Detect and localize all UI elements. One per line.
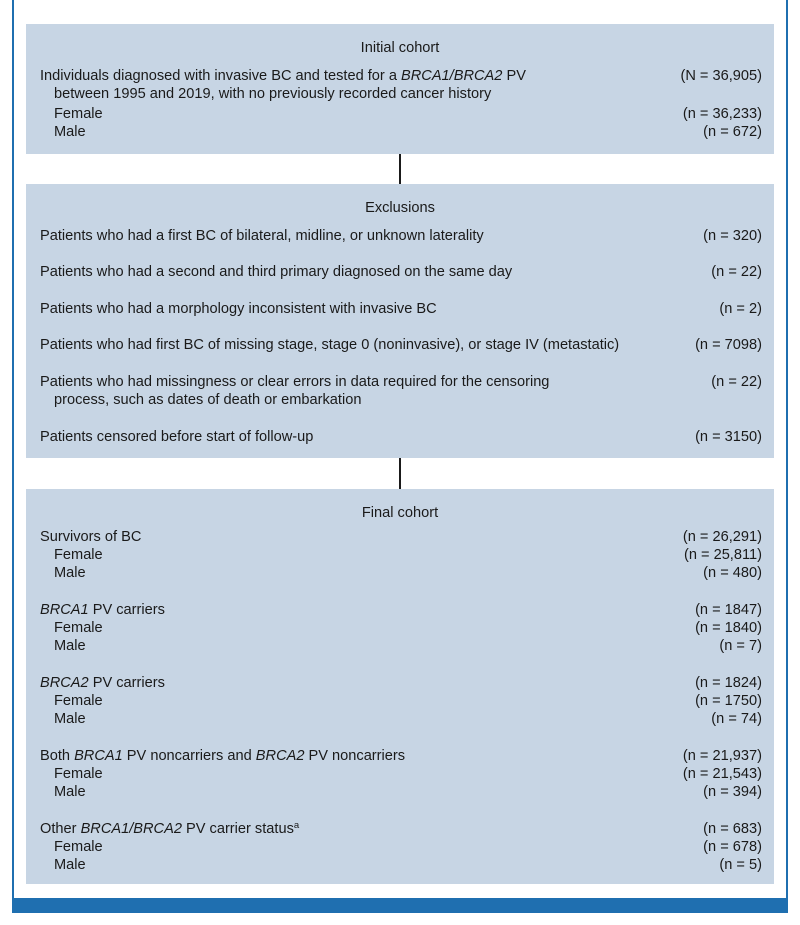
gene-name: BRCA2 [40,675,89,691]
final-female-row [40,546,762,564]
exclusion-label: Patients who had a first BC of bilateral, midline, or unknown laterality [40,228,484,244]
final-female-n: (n = 21,543) [682,766,762,782]
footnote-marker: a [293,820,300,831]
initial-line1-end: PV [506,68,526,84]
final-male-row [40,637,762,655]
exclusion-label: Patients who had a morphology inconsistent with invasive BC [40,301,437,317]
final-group-label [40,820,299,838]
connector-line [399,458,401,489]
final-group-label-text: PV noncarriers [304,748,406,764]
exclusion-n: (n = 22) [711,374,762,390]
exclusion-item [40,428,762,446]
final-male-n: (n = 74) [711,711,762,727]
final-group-n: (n = 683) [703,821,762,837]
final-female-label: Female [54,693,103,709]
final-female-label: Female [54,766,103,782]
final-female-row [40,765,762,783]
final-female-row [40,838,762,856]
final-male-label: Male [54,638,86,654]
final-female-label: Female [54,620,103,636]
exclusion-item [40,227,762,245]
gene-name: BRCA1 [74,748,123,764]
final-group-label [40,674,165,692]
final-group-label-pre: Other [40,821,81,837]
exclusion-item [40,336,762,354]
initial-cohort-box [26,24,774,154]
final-group-label-text: PV carriers [88,675,165,691]
final-female-label: Female [54,547,103,563]
final-male-n: (n = 394) [703,784,762,800]
exclusion-n: (n = 7098) [695,337,762,353]
exclusion-item [40,300,762,318]
final-group-label-pre: Both [40,748,75,764]
bottom-accent-bar [12,898,788,913]
final-group-label [40,747,405,765]
exclusion-n: (n = 2) [719,301,762,317]
final-female-n: (n = 1750) [695,693,762,709]
final-female-row [40,692,762,710]
gene-name: BRCA2 [255,748,305,764]
final-group-label-text: PV carrier status [181,821,294,837]
exclusion-label-line1: Patients who had missingness or clear errors in data required for the censoring [40,374,550,390]
final-group-label-mid: PV noncarriers and [122,748,256,764]
exclusion-n: (n = 22) [711,264,762,280]
exclusion-item [40,373,762,409]
initial-male-row [40,123,762,141]
final-female-row [40,619,762,637]
initial-male-label: Male [54,124,86,140]
exclusion-label: Patients who had a second and third primary diagnosed on the same day [40,264,513,280]
gene-name: BRCA1 [40,602,89,618]
final-male-n: (n = 7) [719,638,762,654]
final-male-n: (n = 5) [719,857,762,873]
initial-total: (N = 36,905) [680,68,762,84]
final-group-row [40,601,762,619]
initial-cohort-description-row [40,67,762,103]
initial-cohort-title: Initial cohort [360,40,440,56]
exclusion-label: Patients who had first BC of missing stage, stage 0 (noninvasive), or stage IV (metastatic) [40,337,620,353]
gene-name: BRCA1/BRCA2 [80,821,182,837]
final-group-row [40,674,762,692]
final-male-n: (n = 480) [703,565,762,581]
connector-line [399,154,401,184]
final-group-n: (n = 21,937) [682,748,762,764]
final-female-label: Female [54,839,103,855]
final-male-row [40,710,762,728]
final-male-row [40,564,762,582]
initial-female-n: (n = 36,233) [682,106,762,122]
final-female-n: (n = 25,811) [683,547,762,563]
final-group-label-text: PV carriers [88,602,165,618]
final-male-label: Male [54,711,86,727]
final-female-n: (n = 1840) [695,620,762,636]
final-group-n: (n = 26,291) [682,529,762,545]
final-male-label: Male [54,784,86,800]
initial-line1: Individuals diagnosed with invasive BC and tested for a [40,68,397,84]
final-cohort-box [26,489,774,884]
exclusion-label: Patients censored before start of follow-up [40,429,314,445]
exclusion-n: (n = 320) [703,228,762,244]
final-cohort-title: Final cohort [361,505,439,521]
exclusion-label-line2: process, such as dates of death or embarkation [54,392,362,409]
exclusions-box [26,184,774,458]
exclusions-title: Exclusions [365,200,435,216]
final-male-label: Male [54,857,86,873]
final-group-row [40,820,762,838]
final-group-label: Survivors of BC [40,529,142,545]
final-male-row [40,783,762,801]
final-group-n: (n = 1824) [695,675,762,691]
final-group-row [40,747,762,765]
final-female-n: (n = 678) [703,839,762,855]
initial-female-row [40,105,762,123]
initial-male-n: (n = 672) [703,124,762,140]
exclusion-item [40,263,762,281]
final-group-n: (n = 1847) [695,602,762,618]
initial-cohort-description [40,67,526,103]
final-male-row [40,856,762,874]
initial-female-label: Female [54,106,103,122]
final-group-row [40,528,762,546]
initial-gene: BRCA1/BRCA2 [401,68,503,84]
final-group-label [40,601,165,619]
exclusion-n: (n = 3150) [695,429,762,445]
initial-line2: between 1995 and 2019, with no previously recorded cancer history [54,86,492,103]
final-male-label: Male [54,565,86,581]
exclusion-label [40,373,549,409]
